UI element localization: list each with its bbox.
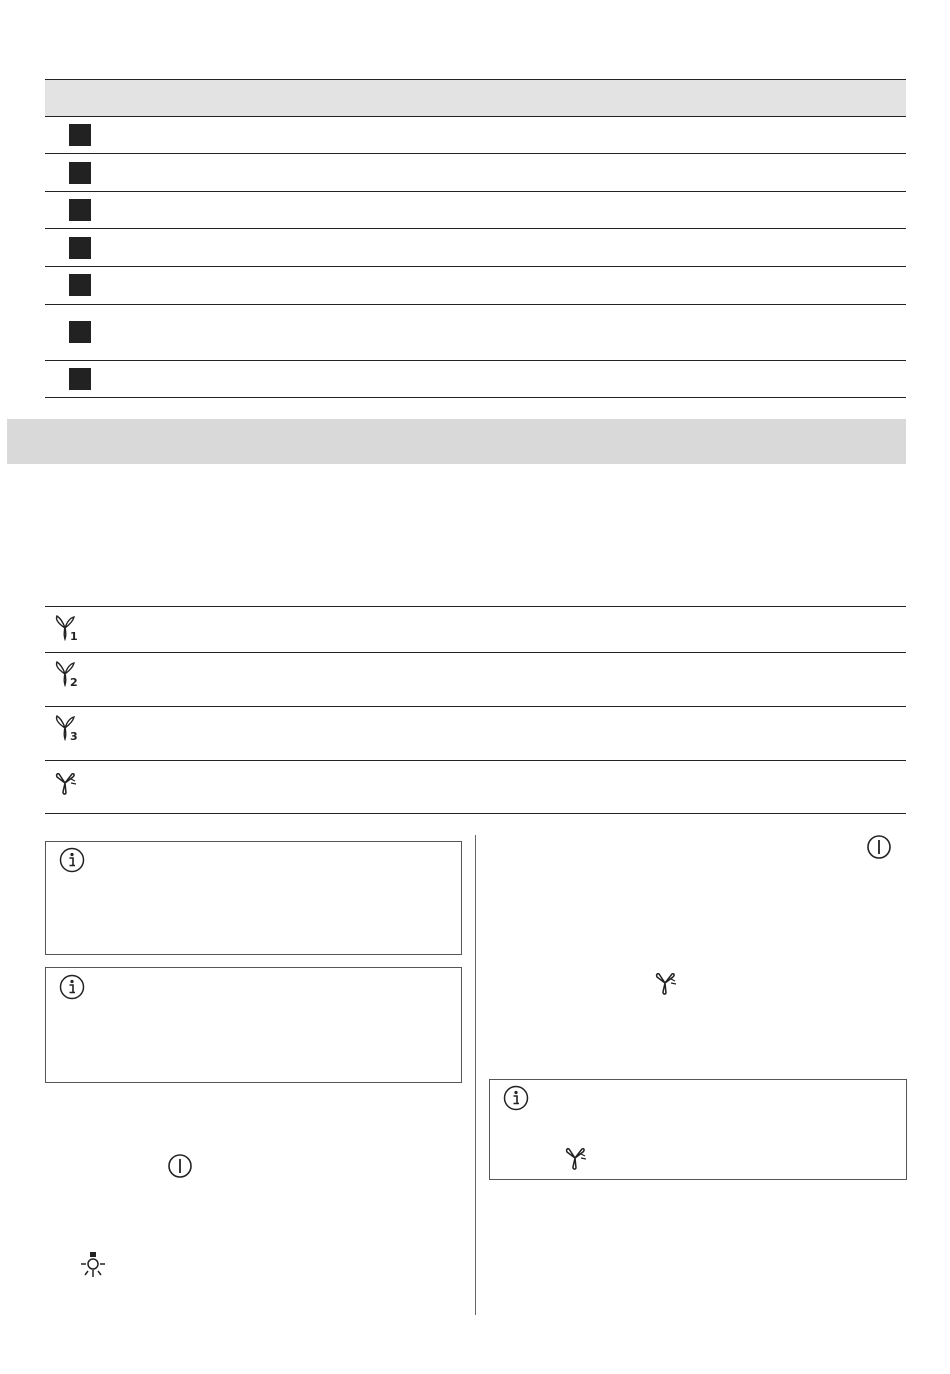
fan-level-label: 2 bbox=[70, 676, 78, 688]
table-row-fan-speed-2 bbox=[45, 653, 906, 707]
info-note-box bbox=[45, 841, 462, 955]
info-icon bbox=[59, 974, 85, 1000]
fan-level-label: 1 bbox=[70, 630, 78, 642]
square-marker-icon bbox=[69, 124, 91, 146]
table-row bbox=[45, 154, 906, 192]
square-marker-icon bbox=[69, 368, 91, 390]
column-divider bbox=[475, 835, 476, 1315]
square-marker-icon bbox=[69, 199, 91, 221]
square-marker-icon bbox=[69, 237, 91, 259]
table-row bbox=[45, 361, 906, 398]
table-row bbox=[45, 229, 906, 267]
fan-speed-2-icon bbox=[51, 660, 85, 688]
table-row-fan-speed-1 bbox=[45, 607, 906, 653]
fan-boost-icon bbox=[562, 1144, 590, 1172]
table-row bbox=[45, 192, 906, 229]
table-row bbox=[45, 116, 906, 154]
table-row bbox=[45, 305, 906, 361]
square-marker-icon bbox=[69, 321, 91, 343]
fan-boost-icon bbox=[51, 769, 85, 797]
fan-boost-icon bbox=[652, 969, 680, 997]
fan-speed-1-icon bbox=[51, 614, 85, 642]
power-icon bbox=[167, 1153, 193, 1179]
section-header-band bbox=[7, 419, 906, 464]
fan-level-label: 3 bbox=[70, 730, 78, 742]
square-marker-icon bbox=[69, 162, 91, 184]
table-row-fan-boost bbox=[45, 761, 906, 814]
info-note-box bbox=[489, 1079, 907, 1180]
light-icon bbox=[79, 1250, 107, 1280]
square-marker-icon bbox=[69, 274, 91, 296]
power-icon bbox=[866, 834, 892, 860]
fan-speed-3-icon bbox=[51, 714, 85, 742]
info-icon bbox=[503, 1085, 529, 1111]
control-table-header bbox=[45, 79, 906, 117]
info-icon bbox=[59, 847, 85, 873]
info-note-box bbox=[45, 967, 462, 1083]
table-row bbox=[45, 267, 906, 305]
table-row-fan-speed-3 bbox=[45, 707, 906, 761]
